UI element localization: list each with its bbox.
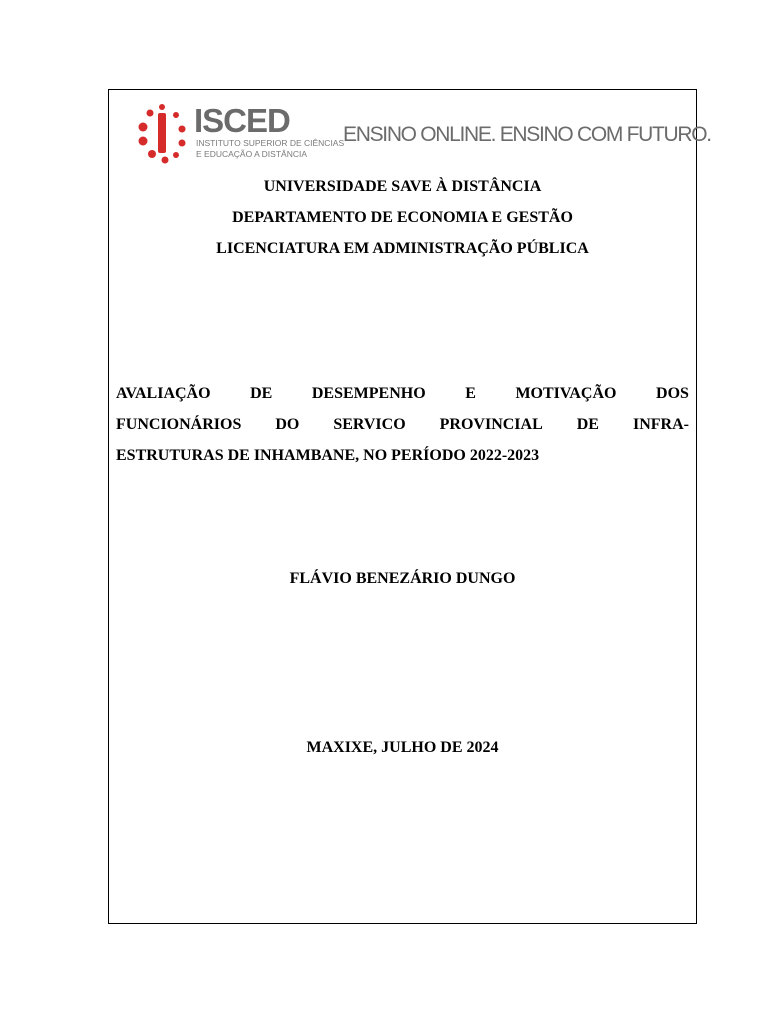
title-word: DOS [656,385,689,402]
title-word: FUNCIONÁRIOS [116,416,242,433]
title-word: DE [576,416,599,433]
thesis-title-line-2 [116,415,689,435]
isced-dots-icon [138,103,193,165]
logo-tagline: ENSINO ONLINE. ENSINO COM FUTURO. [343,123,711,146]
place-and-date: MAXIXE, JULHO DE 2024 [306,739,499,756]
title-word: AVALIAÇÃO [116,385,211,402]
title-word: MOTIVAÇÃO [515,385,617,402]
isced-logo [138,102,711,165]
thesis-title-line-1 [116,384,689,404]
university-name: UNIVERSIDADE SAVE À DISTÂNCIA [263,178,542,195]
degree-name: LICENCIATURA EM ADMINISTRAÇÃO PÚBLICA [216,240,589,257]
title-word: DO [275,416,300,433]
title-word: SERVICO [333,416,406,433]
title-word: DESEMPENHO [311,385,426,402]
author-name: FLÁVIO BENEZÁRIO DUNGO [289,570,516,587]
title-word: PROVINCIAL [439,416,543,433]
thesis-title-line-3: ESTRUTURAS DE INHAMBANE, NO PERÍODO 2022-2023 [116,447,540,464]
logo-subtitle-1: INSTITUTO SUPERIOR DE CIÊNCIAS [196,138,345,148]
logo-wordmark: ISCED [194,102,290,139]
title-word: DE [250,385,273,402]
title-word: E [465,385,476,402]
logo-subtitle-2: E EDUCAÇÃO A DISTÂNCIA [196,149,307,159]
title-word: INFRA- [632,416,689,433]
department-name: DEPARTAMENTO DE ECONOMIA E GESTÃO [232,209,573,226]
